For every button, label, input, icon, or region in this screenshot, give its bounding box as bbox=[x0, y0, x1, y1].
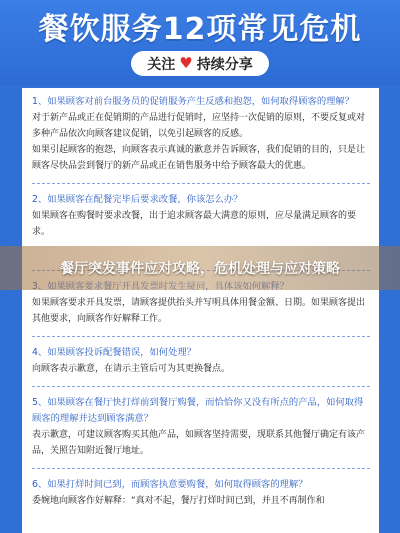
heart-icon: ♥ bbox=[179, 54, 193, 72]
divider bbox=[32, 386, 370, 387]
answer-4: 向顾客表示歉意，在请示主管后可为其更换餐点。 bbox=[32, 364, 231, 374]
question-1: 1、如果顾客对前台服务员的促销服务产生反感和抱怨，如何取得顾客的理解？ bbox=[32, 96, 355, 107]
question-4: 4、如果顾客投诉配餐错误，如何处理？ bbox=[32, 347, 196, 358]
answer-6: 委婉地向顾客作好解释：“真对不起，餐厅打烊时间已到，并且不再制作和 bbox=[32, 496, 325, 506]
divider bbox=[32, 336, 370, 337]
header bbox=[0, 0, 400, 85]
answer-1: 对于新产品或正在促销期的产品进行促销时，应坚持一次促销的原则，不要反复或对多种产品依次向顾客建议促销，以免引起顾客的反感。 如果引起顾客的抱怨，向顾客表示真诚的歉意并告诉顾客，我们促销的目的，只是让顾客尽快品尝到餐厅的新产品或正在销售服务中给予顾客最大的优惠。 bbox=[32, 113, 366, 171]
question-6: 6、如果打烊时间已到，而顾客执意要购餐，如何取得顾客的理解？ bbox=[32, 479, 308, 490]
answer-3: 如果顾客要求开具发票，请顾客提供抬头并写明具体用餐金额、日期。如果顾客提出其他要求，向顾客作好解释工作。 bbox=[32, 298, 366, 324]
follow-label: 关注 bbox=[147, 56, 176, 73]
qa-list bbox=[32, 94, 370, 509]
banner-text: 餐厅突发事件应对攻略，危机处理与应对策略 bbox=[60, 261, 340, 277]
follow-share-badge[interactable] bbox=[131, 51, 269, 76]
share-label: 持续分享 bbox=[196, 56, 253, 73]
question-5: 5、如果顾客在餐厅快打烊前到餐厅购餐，而恰恰你又没有所点的产品，如何取得顾客的理解并达到顾客满意？ bbox=[32, 397, 364, 424]
answer-5: 表示歉意，可建议顾客购买其他产品，如顾客坚持需要，现联系其他餐厅确定有该产品，关照告知附近餐厅地址。 bbox=[32, 430, 366, 456]
answer-2: 如果顾客在购餐时要求改餐，出于追求顾客最大满意的原则，应尽量满足顾客的要求。 bbox=[32, 211, 357, 237]
page-title: 餐饮服务12项常见危机 bbox=[38, 12, 362, 47]
content-card bbox=[22, 88, 379, 533]
question-2: 2、如果顾客在配餐完毕后要求改餐，你该怎么办？ bbox=[32, 194, 243, 205]
headline-banner[interactable] bbox=[0, 246, 400, 290]
divider bbox=[32, 183, 370, 184]
divider bbox=[32, 468, 370, 469]
